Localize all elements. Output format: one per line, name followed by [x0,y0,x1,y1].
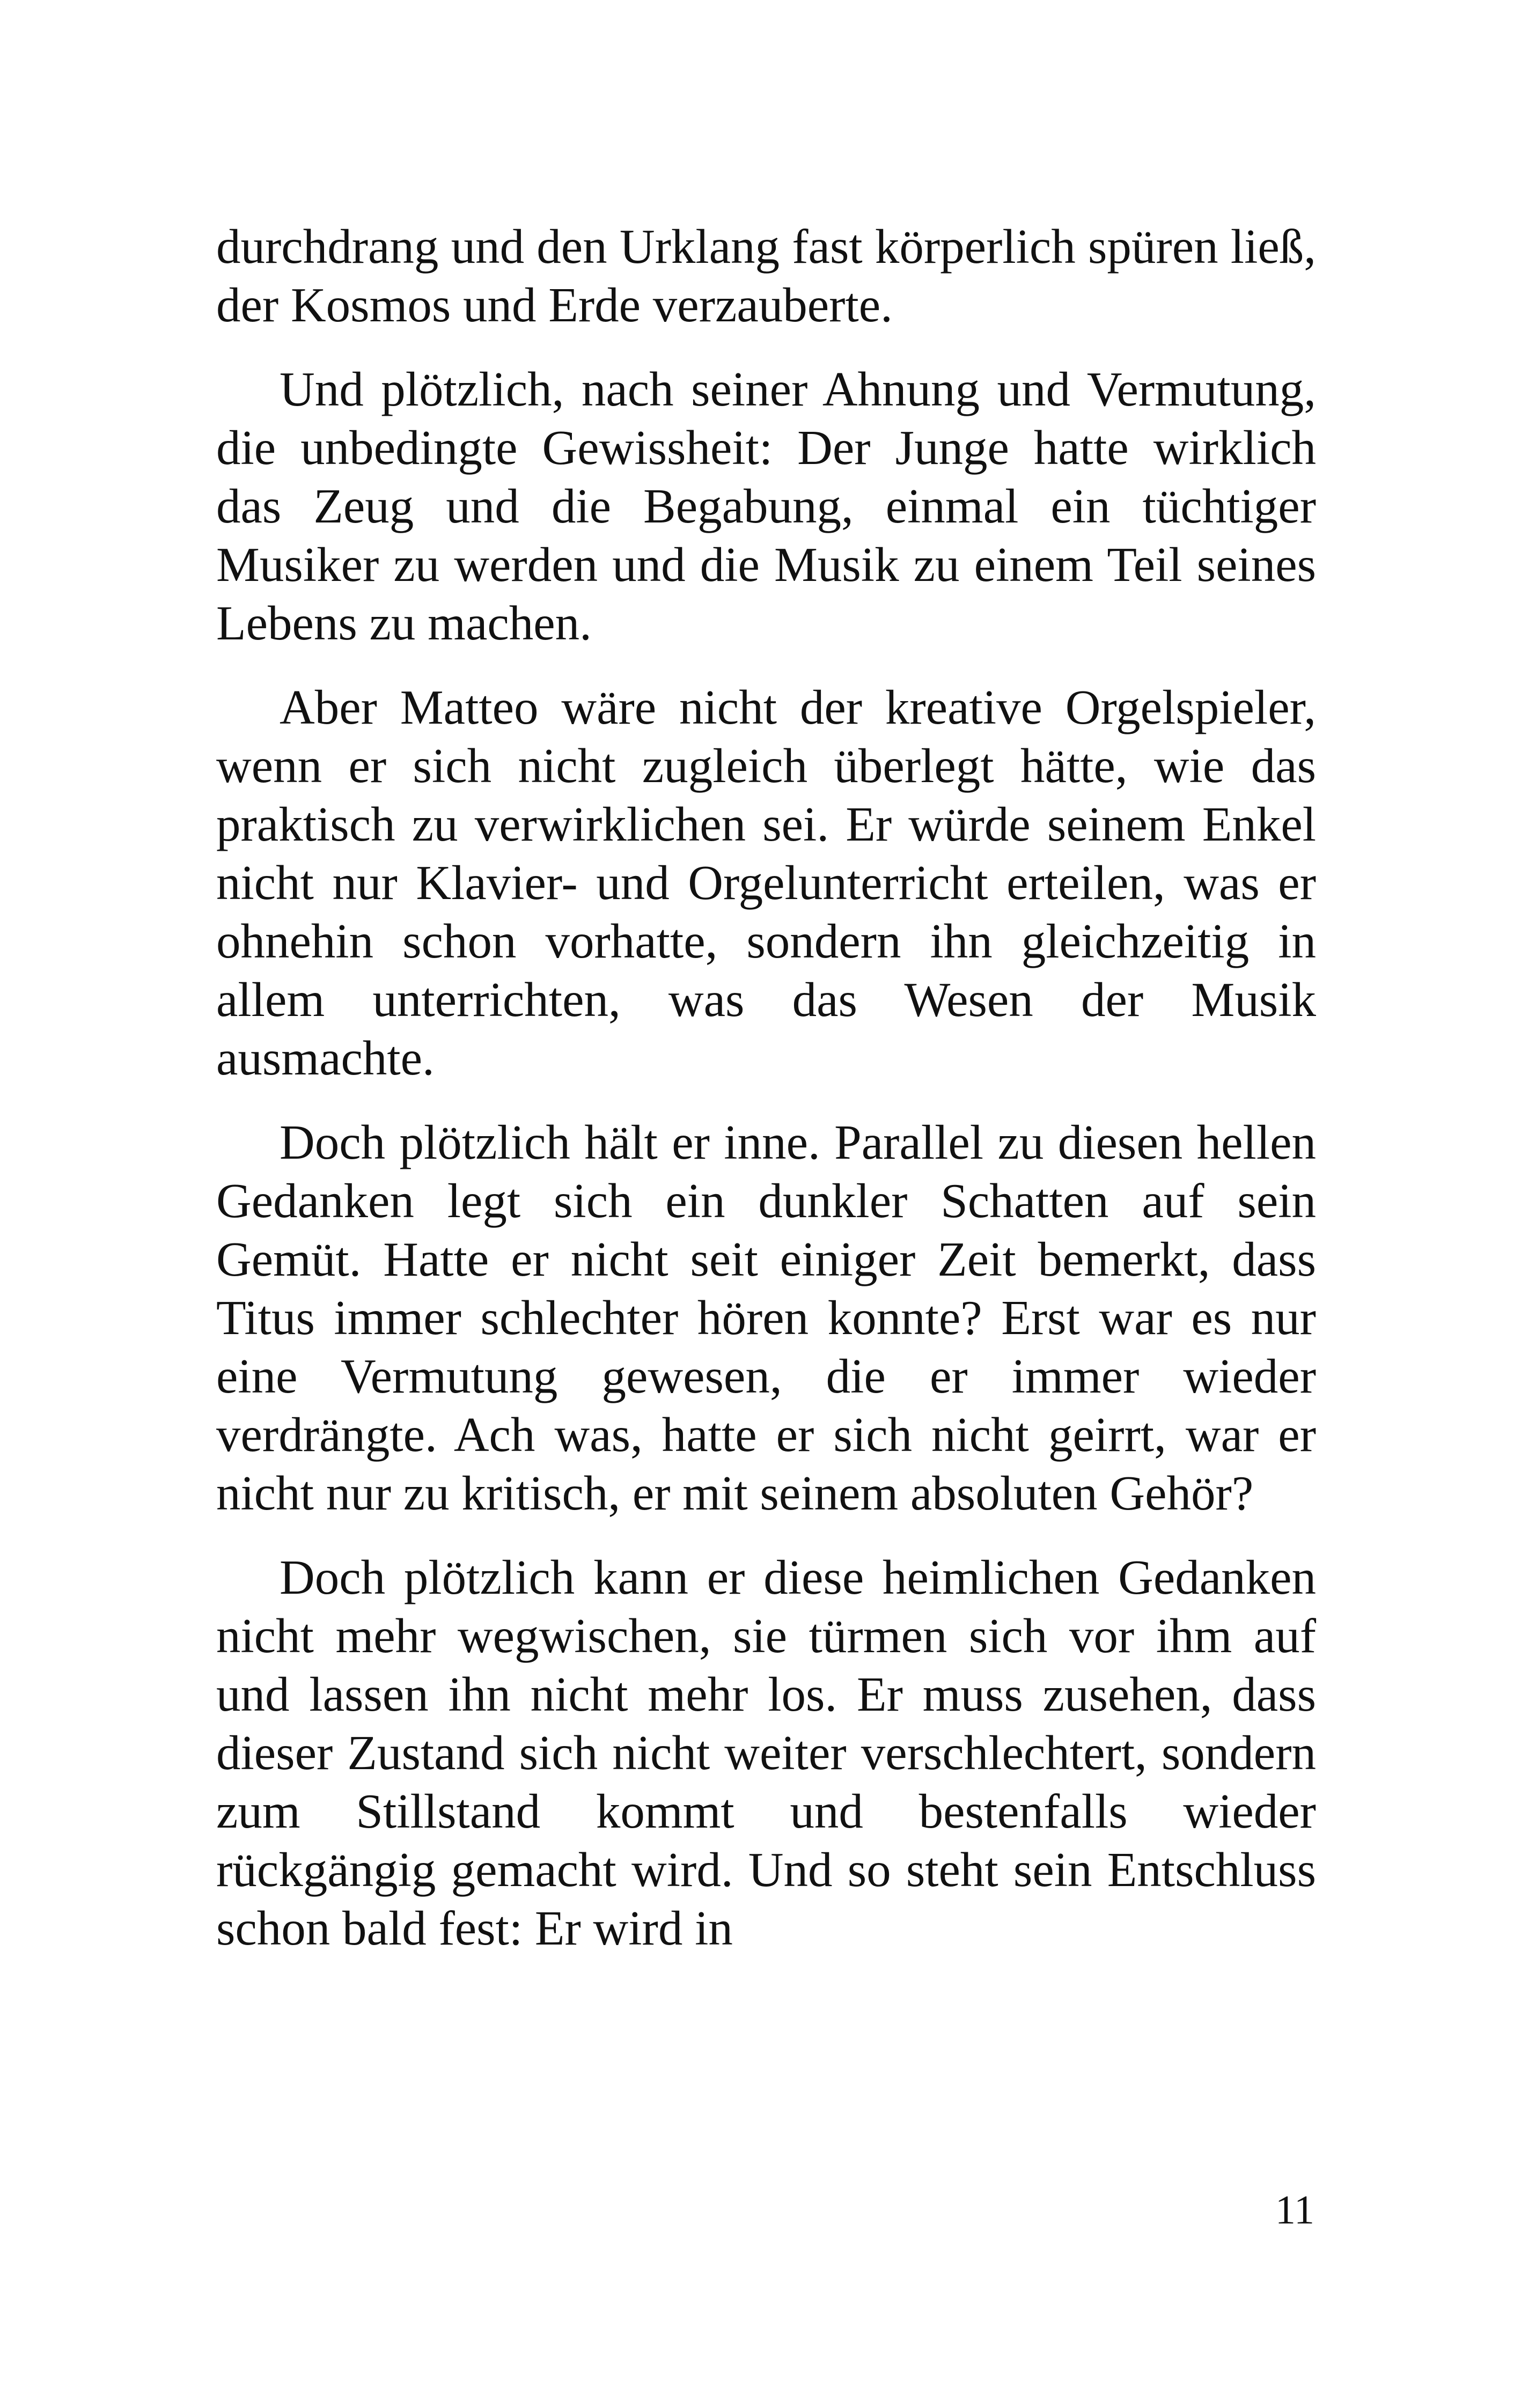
paragraph-1: durchdrang und den Urklang fast körperlich spüren ließ, der Kosmos und Erde verzauberte. [216,219,1316,332]
page-number: 11 [1275,2188,1314,2233]
paragraph-2: Und plötzlich, nach seiner Ahnung und Vermutung, die unbedingte Gewissheit: Der Junge hatte wirklich das Zeug und die Begabung, einmal ein tüchtiger Musiker zu werden und die Musik zu einem Teil seines Lebens zu machen. [216,362,1316,650]
body-text [216,217,1316,1983]
paragraph-4: Doch plötzlich hält er inne. Parallel zu diesen hellen Gedanken legt sich ein dunkler Schatten auf sein Gemüt. Hatte er nicht seit einiger Zeit bemerkt, dass Titus immer schlechter hören konnte? Erst war es nur eine Vermutung gewesen, die er immer wieder verdrängte. Ach was, hatte er sich nicht geirrt, war er nicht nur zu kritisch, er mit seinem absoluten Gehör? [216,1115,1316,1520]
paragraph-3: Aber Matteo wäre nicht der kreative Orgelspieler, wenn er sich nicht zugleich überlegt hätte, wie das praktisch zu verwirklichen sei. Er würde seinem Enkel nicht nur Klavier- und Orgelunterricht erteilen, was er ohnehin schon vorhatte, sondern ihn gleichzeitig in allem unterrichten, was das Wesen der Musik ausmachte. [216,680,1316,1085]
paragraph-5: Doch plötzlich kann er diese heimlichen Gedanken nicht mehr wegwischen, sie türmen sich vor ihm auf und lassen ihn nicht mehr los. Er muss zusehen, dass dieser Zustand sich nicht weiter verschlechtert, sondern zum Stillstand kommt und bestenfalls wieder rückgängig gemacht wird. Und so steht sein Entschluss schon bald fest: Er wird in [216,1550,1316,1955]
